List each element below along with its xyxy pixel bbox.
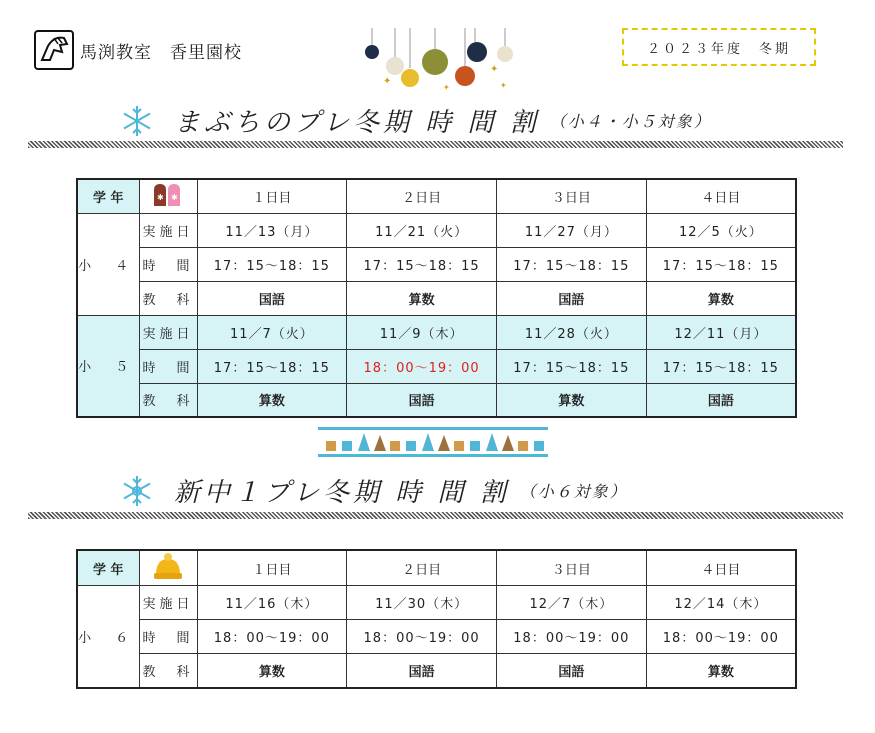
section2-title (120, 472, 628, 509)
subject-cell: 国語 (347, 654, 497, 688)
subject-cell: 算数 (197, 383, 347, 417)
subject-cell: 算数 (497, 383, 647, 417)
section2-main-title: 新中１プレ冬期 時 間 割 (174, 478, 510, 508)
row-label-time: 時 間 (139, 349, 197, 383)
time-cell-highlight: 18：00～19：00 (347, 349, 497, 383)
time-cell: 18：00～19：00 (497, 620, 647, 654)
section1-subtitle: （小４・小５対象） (549, 112, 712, 131)
time-cell: 17：15～18：15 (197, 349, 347, 383)
date-cell: 11／7（火） (197, 315, 347, 349)
table-row (77, 247, 796, 281)
date-cell: 11／9（木） (347, 315, 497, 349)
table-row (77, 654, 796, 688)
row-label-time: 時 間 (139, 247, 197, 281)
grade-header: 学 年 (77, 550, 139, 586)
date-cell: 12／7（木） (497, 586, 647, 620)
date-cell: 11／28（火） (497, 315, 647, 349)
row-label-time: 時 間 (139, 620, 197, 654)
snowflake-icon (120, 474, 154, 508)
table-row (77, 349, 796, 383)
row-label-subject: 教 科 (139, 383, 197, 417)
grade-header: 学 年 (77, 179, 139, 213)
subject-cell: 算数 (197, 654, 347, 688)
row-label-date: 実施日 (139, 586, 197, 620)
table-row (77, 315, 796, 349)
date-cell: 11／21（火） (347, 213, 497, 247)
grade-label: 小 ６ (77, 586, 139, 688)
row-label-date: 実施日 (139, 315, 197, 349)
day-header: ３日目 (497, 550, 647, 586)
section1-main-title: まぶちのプレ冬期 時 間 割 (174, 108, 540, 138)
time-cell: 17：15～18：15 (646, 349, 796, 383)
subject-cell: 国語 (646, 383, 796, 417)
timetable-grade6 (76, 549, 797, 689)
horse-logo-icon (34, 30, 74, 70)
row-label-date: 実施日 (139, 213, 197, 247)
year-label: ２０２３年度 冬期 (622, 28, 816, 66)
snowflake-icon (120, 104, 154, 138)
table-row (77, 383, 796, 417)
row-label-subject: 教 科 (139, 654, 197, 688)
divider (28, 512, 843, 519)
day-header: ２日目 (347, 179, 497, 213)
subject-cell: 国語 (497, 654, 647, 688)
table-row (77, 620, 796, 654)
section1-title (120, 102, 712, 139)
date-cell: 11／27（月） (497, 213, 647, 247)
subject-cell: 算数 (646, 281, 796, 315)
time-cell: 18：00～19：00 (646, 620, 796, 654)
time-cell: 17：15～18：15 (497, 247, 647, 281)
time-cell: 17：15～18：15 (497, 349, 647, 383)
day-header: ４日目 (646, 550, 796, 586)
date-cell: 12／5（火） (646, 213, 796, 247)
school-name: 馬渕教室 香里園校 (80, 43, 242, 63)
day-header: １日目 (197, 550, 347, 586)
svg-text:✦: ✦ (490, 64, 499, 75)
subject-cell: 算数 (646, 654, 796, 688)
date-cell: 11／30（木） (347, 586, 497, 620)
grade-label: 小 ４ (77, 213, 139, 315)
table-row (77, 586, 796, 620)
grade-label: 小 ５ (77, 315, 139, 417)
date-cell: 12／11（月） (646, 315, 796, 349)
day-header: ２日目 (347, 550, 497, 586)
time-cell: 17：15～18：15 (197, 247, 347, 281)
time-cell: 18：00～19：00 (347, 620, 497, 654)
table-header-row (77, 550, 796, 586)
subject-cell: 国語 (197, 281, 347, 315)
time-cell: 18：00～19：00 (197, 620, 347, 654)
day-header: ３日目 (497, 179, 647, 213)
subject-cell: 算数 (347, 281, 497, 315)
timetable-grade4-5 (76, 178, 797, 418)
subject-cell: 国語 (347, 383, 497, 417)
date-cell: 12／14（木） (646, 586, 796, 620)
section2-subtitle: （小６対象） (519, 482, 628, 501)
table-row (77, 213, 796, 247)
subject-cell: 国語 (497, 281, 647, 315)
table-row (77, 281, 796, 315)
date-cell: 11／13（月） (197, 213, 347, 247)
svg-text:✦: ✦ (443, 83, 450, 92)
day-header: ４日目 (646, 179, 796, 213)
svg-text:✱: ✱ (171, 193, 178, 203)
row-label-subject: 教 科 (139, 281, 197, 315)
divider (28, 141, 843, 148)
svg-text:✱: ✱ (157, 193, 164, 203)
nordic-deer-pattern-icon (318, 427, 548, 457)
date-cell: 11／16（木） (197, 586, 347, 620)
christmas-ornaments-icon (355, 28, 530, 98)
day-header: １日目 (197, 179, 347, 213)
time-cell: 17：15～18：15 (347, 247, 497, 281)
mittens-icon (139, 179, 197, 213)
time-cell: 17：15～18：15 (646, 247, 796, 281)
svg-text:✦: ✦ (500, 81, 507, 90)
table-header-row (77, 179, 796, 213)
knit-hat-icon (139, 550, 197, 586)
svg-text:✦: ✦ (383, 76, 392, 87)
